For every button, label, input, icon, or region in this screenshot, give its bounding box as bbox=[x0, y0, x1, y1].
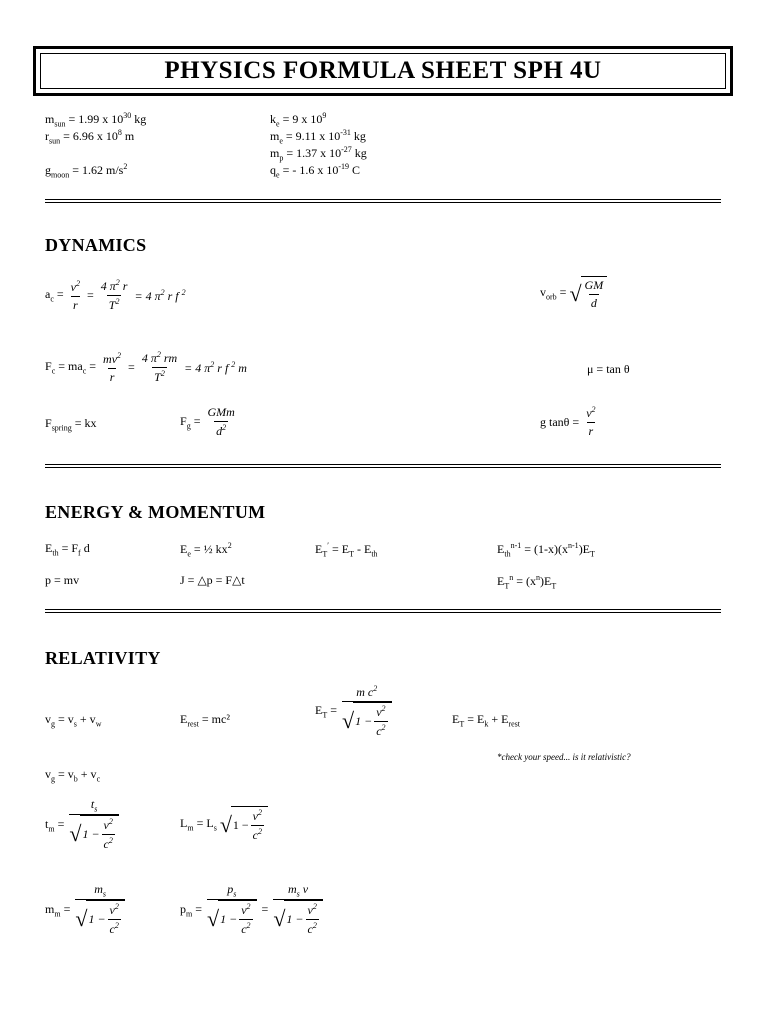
constant-r-sun: $r_{sun} = 6.96$ x $10^8$ m bbox=[45, 128, 135, 146]
formula-total-energy-n: $E_T^n = (x^n)E_T$ bbox=[497, 573, 557, 591]
section-energy-heading: ENERGY & MOMENTUM bbox=[45, 502, 266, 522]
constant-m-p: $m_p = 1.37$ x $10^{-27}$ kg bbox=[270, 145, 367, 163]
title-box bbox=[33, 46, 733, 96]
formula-spring-force: $F_{spring}$ = kx bbox=[45, 416, 97, 433]
formula-length-contraction: $L_m = L_s$ √ 1 − $\frac{v^2}{c^2}$ bbox=[180, 806, 268, 843]
constant-k-e: $k_e = 9$ x $10^9$ bbox=[270, 111, 327, 129]
divider bbox=[45, 609, 721, 613]
formula-impulse: J = △p = F△t bbox=[180, 573, 245, 587]
formula-orbital-velocity: $v_{orb}$ = √ $\frac{GM}{d}$ bbox=[540, 276, 607, 311]
formula-relativistic-momentum: $p_m$ = $p_s$ √ 1 − $\frac{v^2}{c^2}$ = $m_s$ v √ 1 − $\frac{v^2}{c^2}$ bbox=[180, 882, 325, 937]
formula-gravitational-force: $F_g$ = $\frac{\text{GMm}}{d^2}$ bbox=[180, 405, 235, 438]
formula-elastic-energy: $E_e$ = ½ $kx^2$ bbox=[180, 541, 232, 559]
formula-relativistic-mass: $m_m$ = $m_s$ √ 1 − $\frac{v^2}{c^2}$ bbox=[45, 882, 127, 937]
formula-relativistic-total-energy: $E_T$ = m $c^2$ √ 1 − $\frac{v^2}{c^2}$ bbox=[315, 684, 394, 739]
constant-m-sun: $m_{sun} = 1.99$ x $10^{30}$ kg bbox=[45, 111, 147, 129]
formula-time-dilation: $t_m$ = $t_s$ √ 1 − $\frac{v^2}{c^2}$ bbox=[45, 797, 121, 852]
formula-banked-curve: g tanθ = $\frac{v^2}{r}$ bbox=[540, 405, 596, 438]
formula-rest-energy: $E_{rest} = mc^2$ bbox=[180, 712, 230, 729]
formula-momentum: p = mv bbox=[45, 573, 80, 587]
formula-velocity-addition-1: $v_g = v_s + v_w$ bbox=[45, 712, 102, 729]
section-dynamics-heading: DYNAMICS bbox=[45, 235, 147, 255]
divider bbox=[45, 199, 721, 203]
page-title: PHYSICS FORMULA SHEET SPH 4U bbox=[164, 57, 602, 84]
formula-total-energy-prime: $E_T' = E_T - E_{th}$ bbox=[315, 541, 378, 559]
formula-centripetal-force: $F_c = ma_c$ = $\frac{mv^2}{r}$ = $\frac{4 \pi^2 rm}{T^2}$ = 4 $\pi^2$ r f $^2$ m bbox=[45, 350, 247, 384]
formula-velocity-addition-2: $v_g = v_b + v_c$ bbox=[45, 767, 101, 784]
relativity-note: *check your speed... is it relativistic? bbox=[497, 752, 631, 762]
formula-friction-coefficient: μ = tan θ bbox=[587, 362, 630, 376]
formula-total-energy-sum: $E_T = E_k + E_{rest}$ bbox=[452, 712, 521, 729]
divider bbox=[45, 464, 721, 468]
section-relativity-heading: RELATIVITY bbox=[45, 648, 161, 668]
constant-m-e: $m_e = 9.11$ x $10^{-31}$ kg bbox=[270, 128, 366, 146]
formula-thermal-energy: $E_{th} = F_f$ d bbox=[45, 541, 90, 558]
constant-q-e: $q_e$ = - 1.6 x $10^{-19}$ C bbox=[270, 162, 361, 180]
constant-g-moon: $g_{moon} = 1.62$ $m/s^2$ bbox=[45, 162, 128, 180]
formula-thermal-energy-n: $E_{th}^{n-1} = (1-x)(x^{n-1})E_T$ bbox=[497, 541, 595, 559]
formula-centripetal-acceleration: $a_c$ = $\frac{v^2}{r}$ = $\frac{4 \pi^2 r}{T^2}$ = 4 $\pi^2$ r f $^2$ bbox=[45, 278, 186, 312]
